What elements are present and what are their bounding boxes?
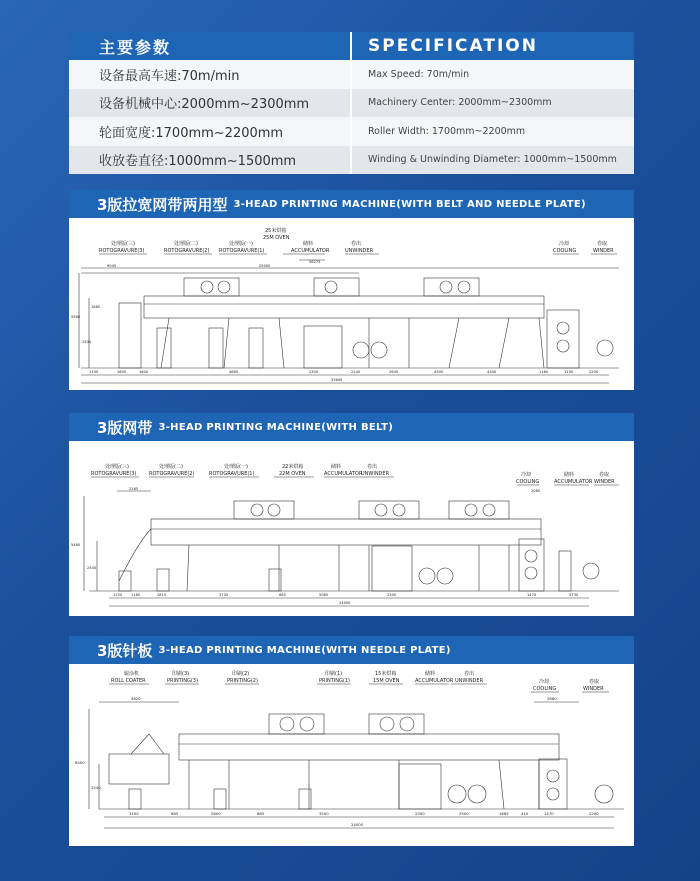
dim: 5560 [71, 315, 81, 319]
label-acc-en: ACCUMULATOR [415, 678, 454, 684]
dim: 6400 [75, 760, 85, 765]
dim: 2140 [351, 370, 361, 374]
dim: 2540 [91, 785, 101, 790]
label-roto2-zh: 处理版(二) [174, 241, 198, 247]
dim: 3500 [319, 811, 329, 816]
spec-cell-zh: 收放卷直径:1000mm~1500mm [69, 146, 350, 175]
dim-total: 24000 [339, 601, 351, 605]
label-acc2-zh: 储料 [564, 472, 575, 478]
dim: 2080 [531, 489, 541, 493]
label-unw-zh: 卷出 [464, 671, 475, 677]
dim: 56275 [309, 260, 321, 264]
dim: 410 [521, 811, 529, 816]
section-title-zh: 3版拉宽网带两用型 [97, 195, 228, 214]
dim: 3730 [569, 593, 579, 597]
spec-row [69, 146, 634, 175]
label-oven-en: 22M OVEN [279, 471, 306, 477]
dim: 2300 [415, 811, 425, 816]
label-cool-en: COOLING [533, 686, 557, 692]
spec-cell-en: Max Speed: 70m/min [350, 60, 634, 89]
label-unw-en: UNWINDER [361, 471, 390, 477]
dim: 2660 [547, 696, 557, 701]
label-acc-en: ACCUMULATOR [324, 471, 363, 477]
dim: 25000 [259, 264, 271, 268]
dim: 1470 [527, 593, 537, 597]
dim: 1160 [131, 593, 141, 597]
label-roto2-en: ROTOGRAVURE(2) [164, 248, 210, 254]
label-acc-zh: 储料 [303, 241, 314, 247]
dim: 2645 [389, 370, 399, 374]
label-print2-en: PRINTING(2) [227, 678, 258, 684]
dim: 2200 [589, 370, 599, 374]
spec-header-en: SPECIFICATION [350, 32, 634, 60]
label-acc-zh: 储料 [425, 671, 436, 677]
dim: 2815 [157, 593, 167, 597]
machine-drawing [69, 218, 634, 390]
dim: 1160 [539, 370, 549, 374]
label-cool-zh: 冷却 [521, 472, 532, 478]
spec-cell-zh: 轮面宽度:1700mm~2200mm [69, 117, 350, 146]
label-unw-zh: 卷出 [367, 464, 378, 470]
label-roto1-en: ROTOGRAVURE(1) [209, 471, 255, 477]
spec-cell-zh: 设备最高车速:70m/min [69, 60, 350, 89]
label-coat-zh: 辊涂机 [124, 671, 140, 677]
label-roto3-en: ROTOGRAVURE(3) [91, 471, 137, 477]
label-print3-zh: 印刷(3) [172, 671, 190, 677]
dim: 2600 [211, 811, 221, 816]
label-cool-zh: 冷却 [539, 679, 550, 685]
section-title-en: 3-HEAD PRINTING MACHINE(WITH BELT AND NEEDLE PLATE) [233, 198, 586, 210]
label-cool-en: COOLING [553, 248, 577, 254]
spec-row [69, 117, 634, 146]
dim: 2540 [87, 566, 97, 570]
dim: 4300 [487, 370, 497, 374]
diagram-needle [69, 664, 634, 846]
spec-table [69, 32, 634, 174]
label-print1-en: PRINTING(1) [319, 678, 350, 684]
dim: 2500 [459, 811, 469, 816]
label-wind-zh: 卷取 [597, 241, 608, 247]
section-title-belt [69, 413, 634, 441]
label-unw-zh: 卷出 [351, 241, 362, 247]
label-print3-en: PRINTING(3) [167, 678, 198, 684]
dim: 5460 [71, 543, 81, 547]
dim-total: 33645 [331, 378, 343, 382]
section-title-en: 3-HEAD PRINTING MACHINE(WITH NEEDLE PLATE) [158, 644, 451, 656]
spec-cell-en: Machinery Center: 2000mm~2300mm [350, 89, 634, 118]
label-unw-en: UNWINDER [455, 678, 484, 684]
label-wind-en: WINDER [594, 479, 615, 485]
label-oven-en: 25M OVEN [263, 235, 290, 241]
label-acc-en: ACCUMULATOR [291, 248, 330, 254]
machine-drawing [69, 664, 634, 846]
dim: 4300 [434, 370, 444, 374]
label-wind-en: WINDER [583, 686, 604, 692]
dim: 1600 [139, 370, 149, 374]
dim: 1130 [564, 370, 574, 374]
spec-row [69, 89, 634, 118]
dim: 1665 [91, 305, 101, 309]
label-cool-en: COOLING [516, 479, 540, 485]
dim: 1665 [499, 811, 509, 816]
dim: 2165 [129, 487, 139, 491]
label-acc-zh: 储料 [331, 464, 342, 470]
label-cool-zh: 冷却 [559, 241, 570, 247]
dim: 1600 [117, 370, 127, 374]
label-roto2-en: ROTOGRAVURE(2) [149, 471, 195, 477]
label-wind-zh: 卷取 [589, 679, 600, 685]
dim: 3100 [129, 811, 139, 816]
dim: 2300 [387, 593, 397, 597]
spec-header [69, 32, 634, 60]
diagram-belt-needle [69, 218, 634, 390]
dim: 1470 [544, 811, 554, 816]
label-oven-en: 15M OVEN [373, 678, 400, 684]
dim-total: 24000 [351, 822, 364, 827]
section-title-en: 3-HEAD PRINTING MACHINE(WITH BELT) [158, 421, 394, 433]
label-oven-zh: 15米烘箱 [375, 671, 397, 677]
label-roto1-zh: 处理版(一) [224, 464, 248, 470]
dim: 5065 [319, 593, 329, 597]
dim: 1330 [89, 370, 99, 374]
dim: 685 [171, 811, 179, 816]
dim: 4665 [229, 370, 239, 374]
spec-cell-en: Winding & Unwinding Diameter: 1000mm~1500mm [350, 146, 634, 175]
label-unw-en: UNWINDER [345, 248, 374, 254]
machine-drawing [69, 441, 634, 616]
spec-row [69, 60, 634, 89]
dim: 2300 [309, 370, 319, 374]
dim: 1150 [113, 593, 123, 597]
label-acc2-en: ACCUMULATOR [554, 479, 593, 485]
section-title-zh: 3版针板 [97, 641, 153, 660]
label-print1-zh: 印刷(1) [325, 671, 343, 677]
dim: 4820 [131, 696, 141, 701]
dim: 685 [257, 811, 265, 816]
dim: 665 [279, 593, 286, 597]
dim: 9045 [107, 264, 117, 268]
label-coat-en: ROLL COATER [111, 678, 146, 684]
dim: 3735 [219, 593, 229, 597]
section-title-belt-needle [69, 190, 634, 218]
label-roto3-zh: 处理版(三) [111, 241, 135, 247]
label-wind-zh: 卷取 [599, 472, 610, 478]
label-roto2-zh: 处理版(二) [159, 464, 183, 470]
diagram-belt [69, 441, 634, 616]
dim: 2200 [589, 811, 599, 816]
section-title-needle [69, 636, 634, 664]
spec-cell-en: Roller Width: 1700mm~2200mm [350, 117, 634, 146]
label-wind-en: WINDER [593, 248, 614, 254]
label-oven-zh: 25米烘箱 [265, 228, 287, 234]
label-roto1-zh: 处理版(一) [229, 241, 253, 247]
label-roto3-en: ROTOGRAVURE(3) [99, 248, 145, 254]
spec-header-zh: 主要参数 [69, 32, 350, 60]
label-roto1-en: ROTOGRAVURE(1) [219, 248, 265, 254]
section-title-zh: 3版网带 [97, 418, 153, 437]
label-oven-zh: 22米烘箱 [282, 464, 304, 470]
dim: 2540 [82, 340, 92, 344]
spec-cell-zh: 设备机械中心:2000mm~2300mm [69, 89, 350, 118]
label-print2-zh: 印刷(2) [232, 671, 250, 677]
label-roto3-zh: 处理版(三) [105, 464, 129, 470]
